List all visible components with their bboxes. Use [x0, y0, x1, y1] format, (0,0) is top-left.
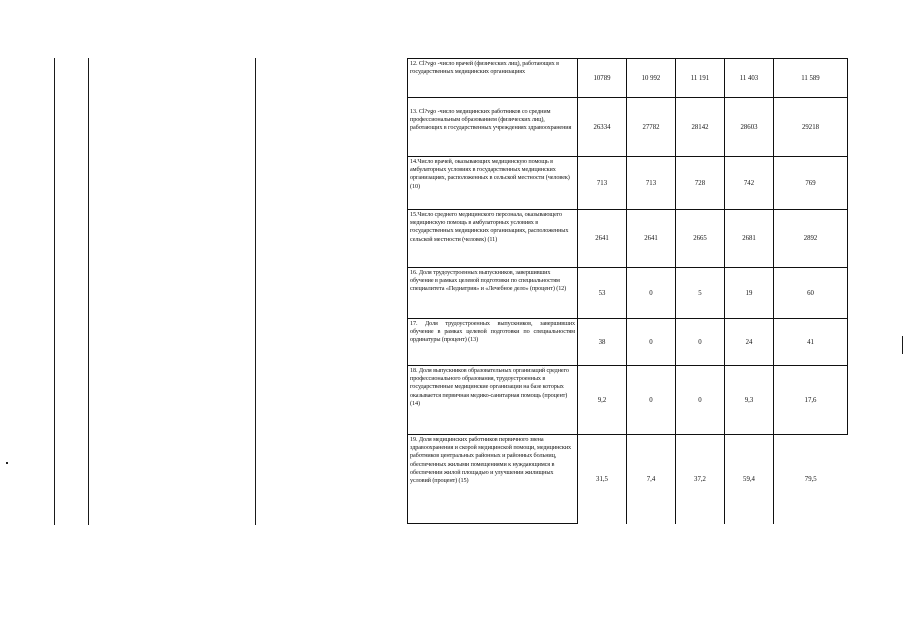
value-cell: 0 [676, 319, 725, 366]
left-border-line [54, 58, 55, 525]
table-row [408, 98, 848, 157]
value-cell: 0 [627, 268, 676, 319]
table-row [408, 435, 848, 524]
value-cell: 728 [676, 157, 725, 210]
value-cell: 11 191 [676, 59, 725, 98]
value-cell: 742 [725, 157, 774, 210]
table-row [408, 59, 848, 98]
indicators-table [407, 58, 848, 524]
value-cell: 10789 [578, 59, 627, 98]
row-label: 19. Доля медицинских работников первичного звена здравоохранения и скорой медицинской помощи, медицинских работников центральных районных и районных больниц, обеспеченных жилыми помещениями к нуждающимся в обеспечении жилой площадью и улучшении жилищных условий (процент) (15) [408, 435, 578, 524]
right-margin-mark [902, 336, 903, 354]
row-label: 17. Доля трудоустроенных выпускников, завершивших обучение в рамках целевой подготовки по специальностям ординатуры (процент) (13) [408, 319, 578, 366]
value-cell: 17,6 [774, 366, 848, 435]
table-row [408, 157, 848, 210]
row-label: 18. Доля выпускников образовательных организаций среднего профессионального образования, трудоустроенных в государственные медицинские организации на базе которых оказывается первичная медико-санитарная помощь (процент) (14) [408, 366, 578, 435]
value-cell: 10 992 [627, 59, 676, 98]
value-cell: 7,4 [627, 435, 676, 524]
table-row [408, 268, 848, 319]
value-cell: 79,5 [774, 435, 848, 524]
row-label: 15.Число среднего медицинского персонала, оказывающего медицинскую помощь в амбулаторных условиях в государственных медицинских организациях, расположенных сельской местности (человек) (11) [408, 210, 578, 268]
value-cell: 0 [627, 366, 676, 435]
value-cell: 2892 [774, 210, 848, 268]
value-cell: 9,2 [578, 366, 627, 435]
row-label: 12. Cl?vgo -число врачей (физических лиц), работающих в государственных медицинских организациях [408, 59, 578, 98]
value-cell: 5 [676, 268, 725, 319]
row-label: 14.Число врачей, оказывающих медицинскую помощь в амбулаторных условиях в государственных медицинских организациях, расположенных в сельской местности (человек)(10) [408, 157, 578, 210]
value-cell: 2641 [627, 210, 676, 268]
left-column-line-2 [255, 58, 256, 525]
value-cell: 0 [627, 319, 676, 366]
value-cell: 41 [774, 319, 848, 366]
left-margin-mark [6, 462, 8, 464]
value-cell: 27782 [627, 98, 676, 157]
value-cell: 38 [578, 319, 627, 366]
value-cell: 2681 [725, 210, 774, 268]
value-cell: 53 [578, 268, 627, 319]
value-cell: 11 589 [774, 59, 848, 98]
value-cell: 31,5 [578, 435, 627, 524]
value-cell: 0 [676, 366, 725, 435]
value-cell: 9,3 [725, 366, 774, 435]
value-cell: 713 [578, 157, 627, 210]
row-label: 13. Cl?vgo -число медицинских работников со средним профессиональным образованием (физических лиц), работающих в государственных учреждениях здравоохранения [408, 98, 578, 157]
table-row [408, 319, 848, 366]
value-cell: 29218 [774, 98, 848, 157]
table-row [408, 210, 848, 268]
value-cell: 59,4 [725, 435, 774, 524]
value-cell: 37,2 [676, 435, 725, 524]
value-cell: 713 [627, 157, 676, 210]
value-cell: 60 [774, 268, 848, 319]
value-cell: 2641 [578, 210, 627, 268]
table-row [408, 366, 848, 435]
value-cell: 2665 [676, 210, 725, 268]
value-cell: 26334 [578, 98, 627, 157]
left-column-line-1 [88, 58, 89, 525]
value-cell: 19 [725, 268, 774, 319]
value-cell: 11 403 [725, 59, 774, 98]
value-cell: 24 [725, 319, 774, 366]
value-cell: 28142 [676, 98, 725, 157]
value-cell: 769 [774, 157, 848, 210]
row-label: 16. Доля трудоустроенных выпускников, завершивших обучение в рамках целевой подготовки по специальностям специалитета «Педиатрия» и «Лечебное дело» (процент) (12) [408, 268, 578, 319]
value-cell: 28603 [725, 98, 774, 157]
